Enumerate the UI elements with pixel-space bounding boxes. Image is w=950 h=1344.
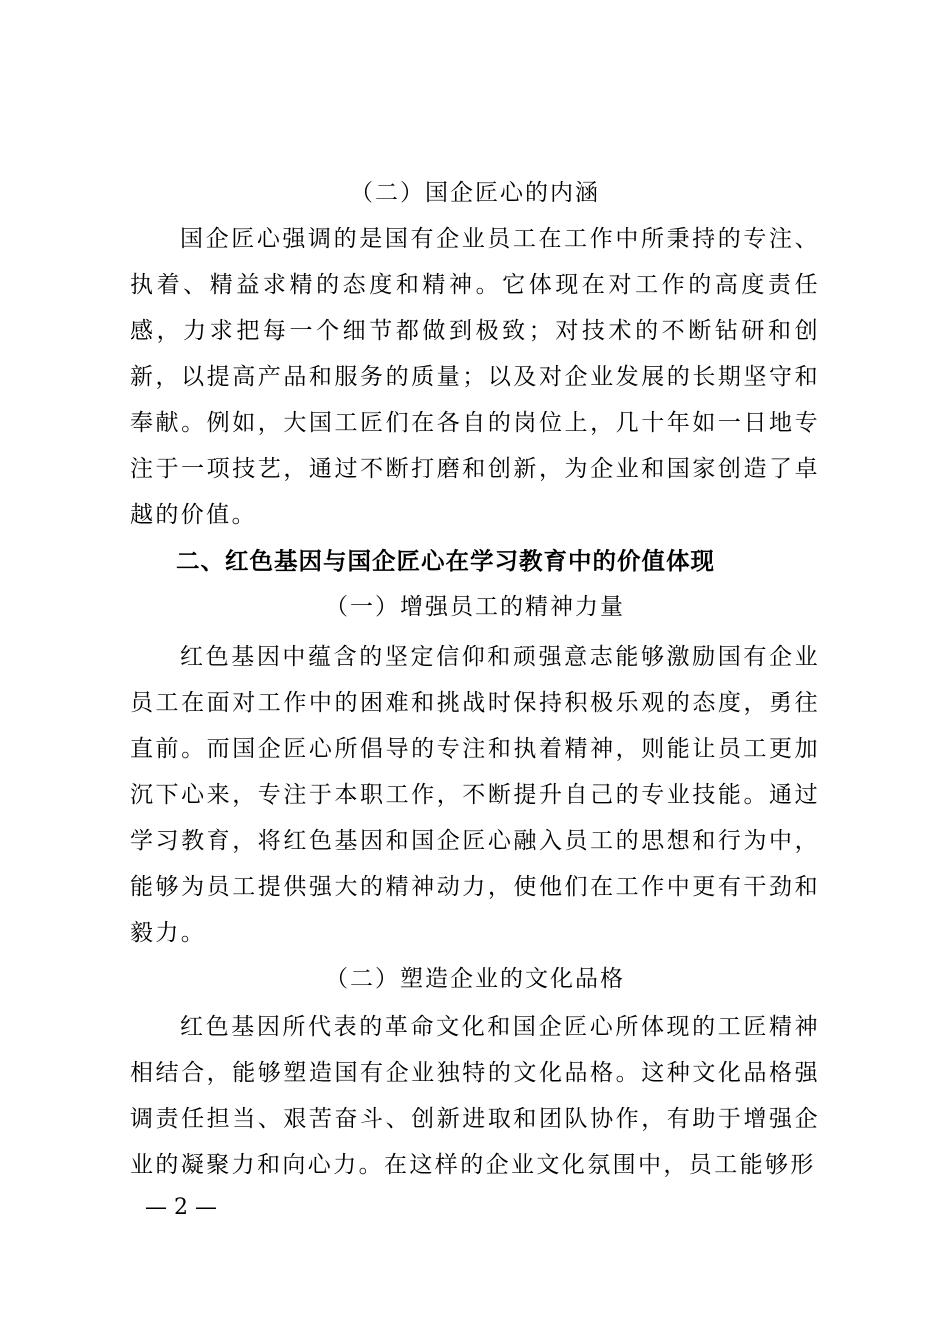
section-heading-spirit: （一）增强员工的精神力量 [325,594,625,620]
paragraph-culture: 红色基因所代表的革命文化和国企匠心所体现的工匠精神相结合，能够塑造国有企业独特的文化品格。这种文化品格强调责任担当、艰苦奋斗、创新进取和团队协作，有助于增强企业的凝聚力和向心力。在这样的企业文化氛围中，员工能够形 [130,1014,820,1178]
paragraph-connotation: 国企匠心强调的是国有企业员工在工作中所秉持的专注、执着、精益求精的态度和精神。它体现在对工作的高度责任感，力求把每一个细节都做到极致；对技术的不断钻研和创新，以提高产品和服务的质量；以及对企业发展的长期坚守和奉献。例如，大国工匠们在各自的岗位上，几十年如一日地专注于一项技艺，通过不断打磨和创新，为企业和国家创造了卓越的价值。 [130,226,820,528]
section-heading-connotation: （二）国企匠心的内涵 [350,180,600,206]
paragraph-spirit: 红色基因中蕴含的坚定信仰和顽强意志能够激励国有企业员工在面对工作中的困难和挑战时保持积极乐观的态度，勇往直前。而国企匠心所倡导的专注和执着精神，则能让员工更加沉下心来，专注于本职工作，不断提升自己的专业技能。通过学习教育，将红色基因和国企匠心融入员工的思想和行为中，能够为员工提供强大的精神动力，使他们在工作中更有干劲和毅力。 [130,644,820,946]
page-number: — 2 — [145,1195,217,1220]
paragraph-spirit-container [130,634,820,956]
paragraph-culture-container [130,1004,820,1188]
chapter-heading-value: 二、红色基因与国企匠心在学习教育中的价值体现 [176,547,715,575]
section-heading-culture: （二）塑造企业的文化品格 [325,966,625,992]
paragraph-connotation-container [130,216,820,538]
